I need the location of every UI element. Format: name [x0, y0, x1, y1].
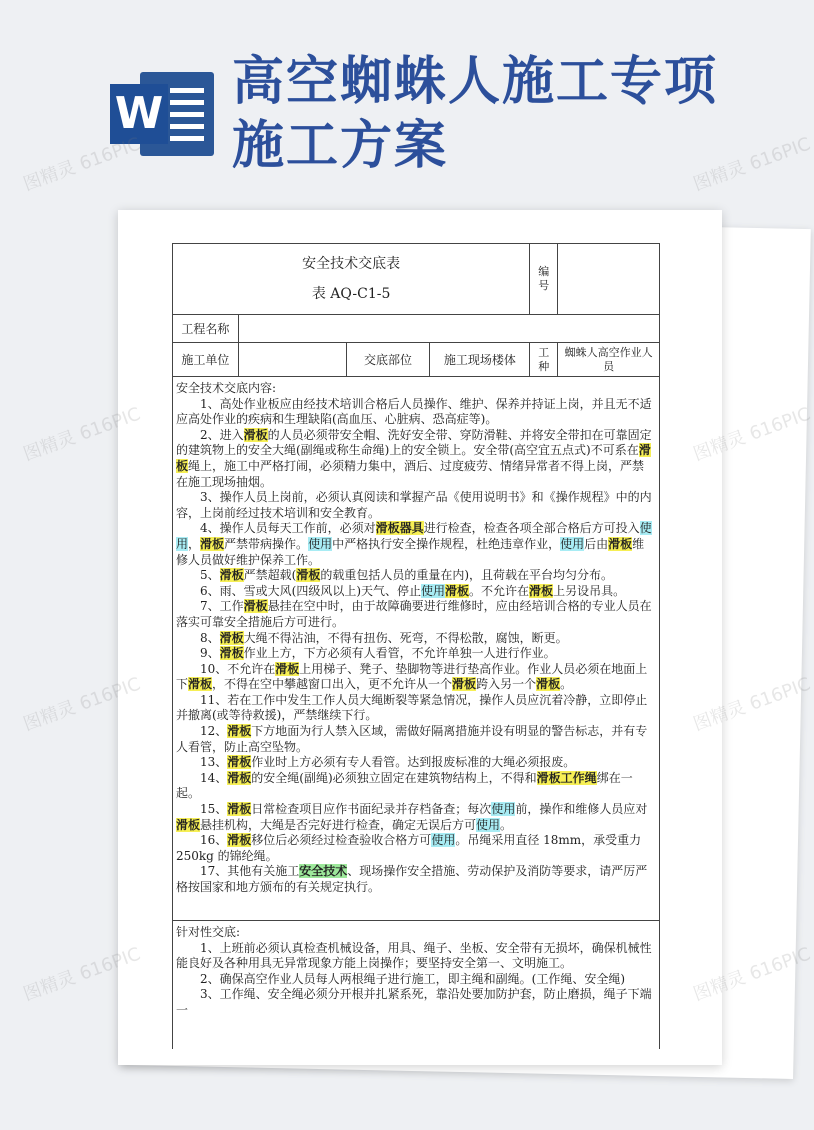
disclosure-part-value: 施工现场楼体 [430, 343, 530, 377]
form-header [173, 244, 530, 315]
content-heading: 安全技术交底内容: [176, 381, 277, 395]
safety-item: 8、滑板大绳不得沾油，不得有扭伤、死弯，不得松散，腐蚀，断更。 [200, 630, 568, 645]
targeted-item: 2、确保高空作业人员每人两根绳子进行施工，即主绳和副绳。(工作绳、安全绳) [200, 971, 626, 986]
safety-item: 1、高处作业板应由经技术培训合格后人员操作、维护、保养并持证上岗，并且无不适应高处作业的疾病和生理缺陷(高血压、心脏病、恐高症等)。 [176, 396, 652, 427]
construction-unit-label: 施工单位 [173, 343, 239, 377]
trade-label: 工种 [530, 343, 558, 377]
safety-item: 11、若在工作中发生工作人员大绳断裂等紧急情况，操作人员应沉着冷静，立即停止并撤离(或等待救援)，严禁继续下行。 [176, 692, 648, 723]
watermark: 图精灵 616PIC [20, 403, 144, 466]
safety-item: 14、滑板的安全绳(副绳)必须独立固定在建筑物结构上，不得和滑板工作绳绑在一起。 [176, 770, 633, 801]
safety-item: 9、滑板作业上方，下方必须有人看管，不允许单独一人进行作业。 [200, 646, 556, 661]
safety-item: 10、不允许在滑板上用梯子、凳子、垫脚物等进行垫高作业。作业人员必须在地面上下滑板，不得在空中攀越窗口出入，更不允许从一个滑板跨入另一个滑板。 [176, 661, 648, 692]
trade-value: 蜘蛛人高空作业人员 [558, 343, 660, 377]
safety-item: 15、滑板日常检查项目应作书面纪录并存档备查；每次使用前，操作和维修人员应对滑板悬挂机构，大绳是否完好进行检查，确定无误后方可使用。 [176, 802, 648, 832]
word-document-icon [110, 72, 214, 156]
targeted-item: 1、上班前必须认真检查机械设备，用具、绳子、坐板、安全带有无损坏，确保机械性能良好及各种用具无异常现象方能上岗操作；要坚持安全第一、文明施工。 [176, 940, 652, 971]
targeted-heading: 针对性交底: [176, 925, 241, 939]
document-page [118, 210, 722, 1065]
safety-item: 12、滑板下方地面为行人禁入区域，需做好隔离措施并设有明显的警告标志，并有专人看管，防止高空坠物。 [176, 724, 648, 754]
safety-disclosure-form [172, 243, 660, 1049]
watermark: 图精灵 616PIC [690, 133, 814, 196]
safety-item: 4、操作人员每天工作前，必须对滑板器具进行检查，检查各项全部合格后方可投入使用，滑板严禁带病操作。使用中严格执行安全操作规程，杜绝违章作业，使用后由滑板维修人员做好维护保养工作。 [176, 521, 652, 567]
number-label: 编号 [530, 244, 558, 315]
targeted-item: 3、工作绳、安全绳必须分开根并扎紧系死，靠沿处要加防护套，防止磨损，绳子下端一 [176, 987, 652, 1017]
safety-item: 3、操作人员上岗前，必须认真阅读和掌握产品《使用说明书》和《操作规程》中的内容，上岗前经过技术培训和安全教育。 [176, 490, 652, 520]
number-value [558, 244, 660, 315]
watermark: 图精灵 616PIC [20, 673, 144, 736]
safety-item: 17、其他有关施工安全技术、现场操作安全措施、劳动保护及消防等要求，请严厉严格按国家和地方颁布的有关规定执行。 [176, 864, 648, 894]
word-letter: W [110, 84, 168, 144]
targeted-content-cell [173, 921, 660, 1050]
safety-item: 7、工作滑板悬挂在空中时，由于故障确要进行维修时，应由经培训合格的专业人员在落实可靠安全措施后方可进行。 [176, 599, 652, 629]
safety-items-list [176, 397, 656, 896]
safety-item: 5、滑板严禁超载(滑板的载重包括人员的重量在内)，且荷载在平台均匀分布。 [200, 568, 614, 583]
disclosure-part-label: 交底部位 [346, 343, 430, 377]
form-code: 表 AQ-C1-5 [311, 286, 391, 302]
safety-content-cell [173, 377, 660, 921]
watermark: 图精灵 616PIC [20, 943, 144, 1006]
watermark: 图精灵 616PIC [20, 133, 144, 196]
banner [0, 0, 800, 200]
construction-unit-value [238, 343, 346, 377]
safety-item: 6、雨、雪或大风(四级风以上)天气、停止使用滑板。不允许在滑板上另设吊具。 [200, 583, 626, 598]
banner-title: 高空蜘蛛人施工专项施工方案 [232, 52, 719, 176]
safety-item: 13、滑板作业时上方必须有专人看管。达到报废标准的大绳必须报废。 [200, 755, 576, 770]
safety-item: 2、进入滑板的人员必须带安全帽、洗好安全带、穿防滑鞋、并将安全带扣在可靠固定的建筑物上的安全大绳(副绳或称生命绳)上的安全锁上。安全带(高空宜五点式)不可系在滑板绳上，施工中严格打闹，必须精力集中，酒后、过度疲劳、情绪异常者不得上岗，严禁在施工现场抽烟。 [176, 427, 652, 489]
safety-item: 16、滑板移位后必须经过检查验收合格方可使用。吊绳采用直径 18mm，承受重力 250kg 的锦纶绳。 [176, 833, 642, 863]
form-title: 安全技术交底表 [302, 256, 401, 272]
project-name-label: 工程名称 [173, 315, 239, 343]
project-name-value [238, 315, 659, 343]
